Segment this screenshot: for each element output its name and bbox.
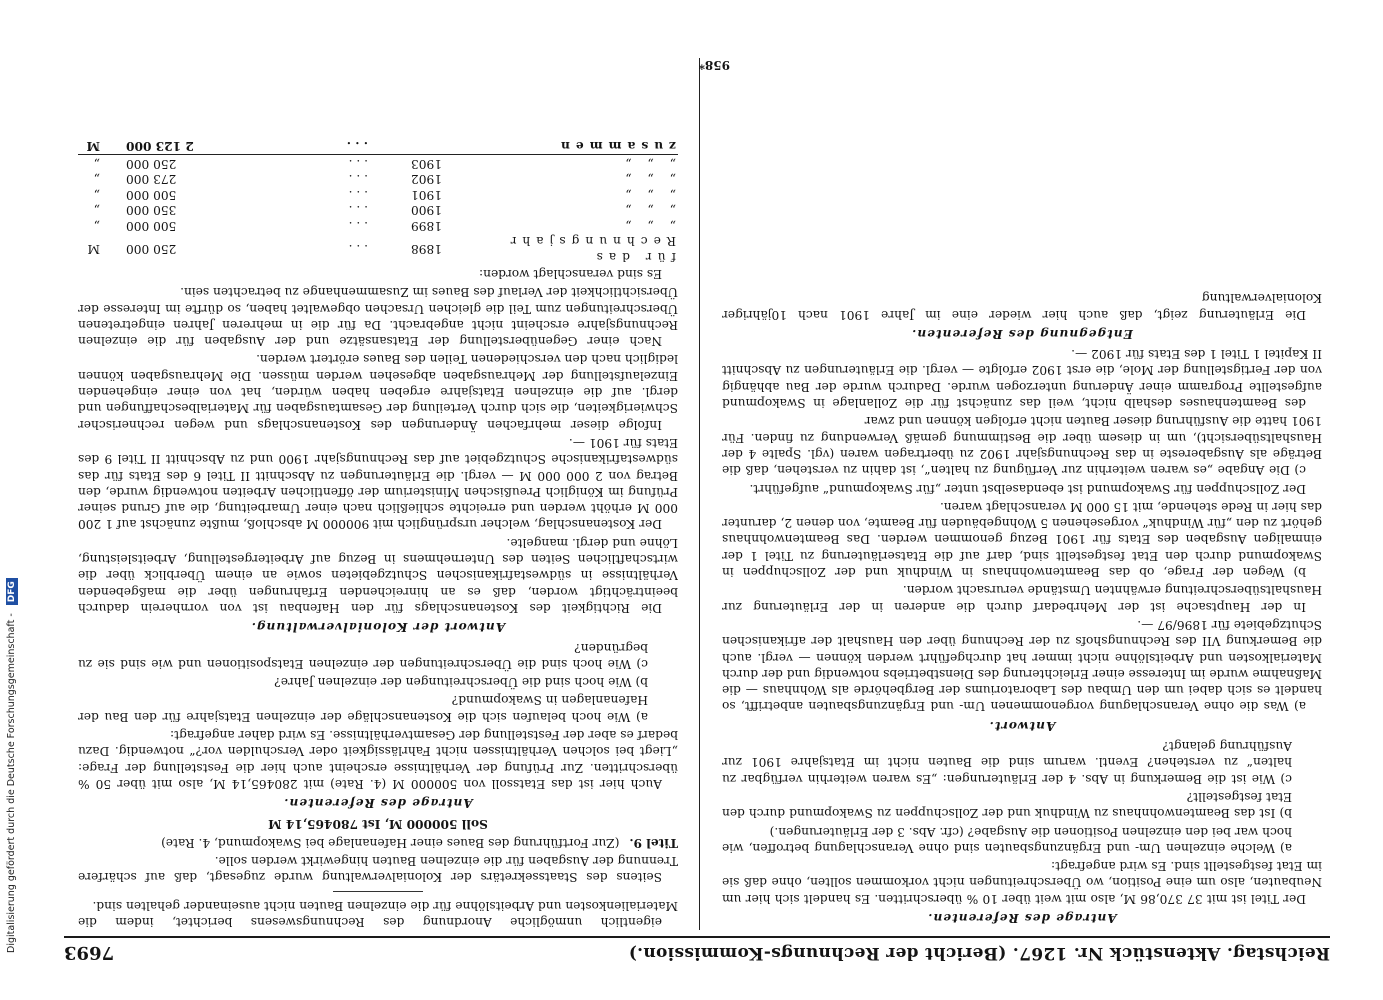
total-label: zusammen [444, 138, 678, 155]
titel-label: Titel 9. [629, 835, 678, 850]
row-unit: „ [93, 172, 100, 187]
row-amount: 500 000 [126, 187, 177, 202]
row-prefix: „ „ „ [619, 187, 676, 202]
antrag-heading-2: Antrage des Referenten. [283, 796, 473, 811]
kolonialverwaltung-heading: Antwort der Kolonialverwaltung. [250, 620, 506, 635]
continuation-text: eigentlich unmögliche Anordnung des Rechnungswesens berichtet, indem die Materialienkosten und Arbeitslöhne für die einzelnen Bauten nicht auseinander gehalten sind. [78, 898, 678, 929]
table-row [78, 202, 678, 218]
document-page [64, 48, 1330, 968]
veranschlagt-intro: Es sind veranschlagt worden: [479, 267, 662, 282]
row-year: 1899 [410, 218, 442, 233]
column-divider [699, 58, 700, 930]
answer-paragraph-4: Nach einer Gegenüberstellung der Etatsansätze und der Ausgaben für die einzelnen Rechnungsjahre erscheint nicht angebracht. Da für die in mehreren Jahren eingetretenen Überschreitungen zum Teil die gleichen Ursachen obgewaltet haben, so dürfte im Interesse der Übersichtlichkeit der Verlauf des Baues im Zusammenhange zu betrachten sein. [78, 285, 678, 349]
table-row [78, 171, 678, 187]
titel-text: (Zur Fortführung des Baues einer Hafenanlage bei Swakopmund, 4. Rate) [161, 835, 620, 850]
row-year: 1900 [410, 203, 442, 218]
question-c: c) Wie hoch sind die Überschreitungen der einzelnen Etatspositionen und wie sind sie zu begründen? [78, 640, 648, 671]
antwort-heading: Antwort. [988, 718, 1056, 733]
row-year: 1898 [410, 241, 442, 256]
right-column [78, 58, 678, 930]
total-unit: M [78, 138, 102, 155]
row-dots: . . . [348, 203, 368, 218]
answer-a-continued: In der Hauptsache ist der Mehrbedarf durch die anderen in der Erläuterung zur Haushaltsüberschreitung erwähnten Umstände verursacht worden. [722, 583, 1322, 614]
entgegnung-text: Die Erläuterung zeigt, daß auch hier wieder eine im Jahre 1901 nach 10jähriger Kolonialverwaltung [722, 291, 1322, 322]
digitization-credit: Digitalisierung gefördert durch die Deutsche Forschungsgemeinschaft - [6, 613, 17, 953]
row-prefix: „ „ „ [619, 172, 676, 187]
row-prefix: „ „ „ [619, 218, 676, 233]
left-column [722, 58, 1322, 930]
answer-a: a) Was die ohne Veranschlagung vorgenommenen Um- und Ergänzungsbauten anbetrifft, so handelt es sich dabei um den Umbau des Laboratoriums der Bergbehörde als Wohnhaus — die Maßnahme wurde im Interesse einer Erleichterung des Dienstbetriebs notwendig und der durch Materialkosten und Arbeitslöhne nicht immer hat durchgeführt werden können — vergl. auch die Bemerkung VII des Rechnungshofs zu der Rechnung über den Haushalt der afrikanischen Schutzgebiete für 1896/97 —. [722, 617, 1322, 714]
row-dots: . . . [348, 172, 368, 187]
row-prefix: „ „ „ [619, 156, 676, 171]
total-amount: 2 123 000 [102, 138, 306, 155]
digitization-note [4, 0, 20, 975]
question-b: b) Wie hoch sind die Überschreitungen der einzelnen Jahre? [274, 675, 648, 690]
row-unit: „ [93, 218, 100, 233]
page-number: 7693 [64, 942, 115, 964]
answer-paragraph-1: Die Richtigkeit des Kostenanschlags für den Hafenbau ist von vornherein dadurch beeinträchtigt worden, daß es an hinreichenden Erfahrungen über die maßgebenden Verhältnisse in südwestafrikanischen Schutzgebieten sowie an einem Überblick über die wirtschaftlichen Seiten des Unternehmens in Bezug auf Arbeitergestellung, Arbeitsleistung, Löhne und dergl. mangelte. [78, 535, 678, 615]
appropriations-table [78, 138, 678, 264]
antrag-intro-2: Auch hier ist das Etatssoll von 500000 M (4. Rate) mit 280465,14 M, also mit über 50 % überschritten. Zur Prüfung der Verhältnisse erscheint auch hier die Feststellung der Frage: „Liegt bei solchen Verhältnissen nicht Fahrlässigkeit oder Verschulden vor?“ notwendig. Dazu bedarf es aber der Feststellung der Gesamtverhältnisse. Es wird daher angefragt: [78, 728, 678, 791]
question-a: a) Wie hoch belaufen sich die Kostenanschläge der einzelnen Etatsjahre für den Bau der Hafenanlagen in Swakopmund? [78, 693, 648, 724]
table-row [78, 155, 678, 171]
row-unit: „ [93, 187, 100, 202]
antrag-heading: Antrage des Referenten. [927, 911, 1117, 925]
table-total-row [78, 138, 678, 155]
running-header [64, 936, 1330, 968]
section-rule [333, 891, 423, 892]
row-amount: 250 000 [126, 156, 177, 171]
entgegnung-heading: Entgegnung des Referenten. [911, 326, 1133, 341]
antrag-question-c: c) Wie ist die Bemerkung in Abs. 4 der Erläuterungen: „Es waren weiterhin verfügbar zu halten“ zu verstehen? Eventl. warum sind die Bauten nicht im Etatsjahre 1901 zur Ausführung gelangt? [722, 739, 1292, 786]
staatssekretaer-statement: Seitens des Staatssekretärs der Kolonialverwaltung wurde zugesagt, daß auf schärfere Trennung der Ausgaben für die einzelnen Bauten hingewirkt werden solle. [78, 854, 678, 885]
soll-ist-line: Soll 500000 M, Ist 780465,14 M [268, 816, 488, 831]
answer-c-continued: des Beamtenhauses deshalb nicht, weil das zunächst für die Zollanlage in Swakopmund aufgestellte Programm einer Änderung unterzogen wurde. Dadurch wurde der Bau abhängig von der Fertigstellung der Mole, die erst 1902 erfolgte — vergl. die Erläuterungen zu Abschnitt II Kapitel 1 Titel 1 des Etats für 1902 —. [722, 347, 1322, 411]
answer-b: b) Wegen der Frage, ob das Beamtenwohnhaus in Windhuk und der Zollschuppen in Swakopmund durch den Etat festgestellt sind, darf auf die Etatserläuterung zu Titel 1 der einmaligen Ausgaben des Etats für 1901 Bezug genommen werden. Das Beamtenwohnhaus gehört zu den „für Windhuk“ vorgesehenen 5 Wohngebäuden für Beamte, von denen 2, darunter das hier in Rede stehende, mit 15 000 M veranschlagt waren. [722, 499, 1322, 580]
row-year: 1903 [410, 156, 442, 171]
row-dots: . . . [348, 218, 368, 233]
header-title: Reichstag. Aktenstück Nr. 1267. (Bericht der Rechnungs-Kommission.) [628, 943, 1330, 963]
row-dots: . . . [306, 138, 370, 155]
answer-paragraph-2: Der Kostenanschlag, welcher ursprünglich mit 900000 M abschloß, mußte zunächst auf 1 200 000 M erhöht werden und erreichte schließlich nach einer Umarbeitung, die auf Grund seiner Prüfung im Königlich Preußischen Ministerium der öffentlichen Arbeiten notwendig wurde, den Betrag von 2 000 000 M — vergl. die Erläuterungen zu Abschnitt II Titel 6 des Etats für das südwestafrikanische Schutzgebiet auf das Rechnungsjahr 1900 und zu Abschnitt II Titel 9 des Etats für 1901 —. [78, 435, 678, 532]
answer-paragraph-3: Infolge dieser mehrfachen Änderungen des Kostenanschlags und wegen rechnerischer Schwierigkeiten, die sich durch Verteilung der Gesamtausgaben für Materialbeschaffungen und dergl. auf die einzelnen Etatsjahre ergeben haben würden, hat von einer eingehenden Einzelaufstellung der Mehrausgaben abgesehen werden müssen. Die Mehrausgaben können lediglich nach den verschiedenen Teilen des Baues erörtert werden. [78, 352, 678, 432]
row-prefix: „ „ „ [619, 203, 676, 218]
row-amount: 250 000 [126, 241, 177, 256]
row-dots: . . . [348, 241, 368, 256]
row-unit: „ [93, 203, 100, 218]
row-dots: . . . [348, 156, 368, 171]
table-row [78, 217, 678, 233]
answer-c: c) Die Angabe „es waren weiterhin zur Verfügung zu halten“, ist dahin zu verstehen, daß die Beträge als Ausgabereste in das Rechnungsjahr 1902 zu übertragen waren (vgl. Spalte 4 der Haushaltsübersicht), um in diesem über die Bestimmung gemäß Verwendung zu finden. Für 1901 hatte die Ausführung dieser Bauten nicht erfolgen können und zwar [722, 414, 1322, 478]
row-unit: „ [93, 156, 100, 171]
sheet-number: 958* [698, 58, 730, 72]
row-year: 1901 [410, 187, 442, 202]
row-prefix: für das Rechnungsjahr [504, 234, 676, 264]
antrag-question-a: a) Welche einzelnen Um- und Ergänzungsbauten sind ohne Veranschlagung betroffen, wie hoch war bei den einzelnen Positionen die Ausgabe? (cfr. Abs. 3 der Erläuterungen.) [722, 824, 1292, 855]
table-row [78, 186, 678, 202]
answer-b-continued: Der Zollschuppen für Swakopmund ist ebendaselbst unter „für Swakopmund“ aufgeführt. [749, 481, 1306, 496]
row-amount: 350 000 [126, 203, 177, 218]
row-year: 1902 [410, 172, 442, 187]
antrag-question-b: b) Ist das Beamtenwohnhaus zu Windhuk und der Zollschuppen zu Swakopmund durch den Etat festgestellt? [722, 789, 1292, 821]
antrag-intro: Der Titel ist mit 37 370,86 M, also mit weit über 10 % überschritten. Es handelt sich hier um Neubauten, also um eine Position, wo Überschreitungen nicht vorkommen sollten, ohne daß sie im Etat festgestellt sind. Es wird angefragt: [722, 859, 1322, 906]
dfg-logo: DFG [6, 578, 18, 605]
table-row [78, 233, 678, 264]
titel-heading [78, 835, 678, 851]
row-amount: 273 000 [126, 172, 177, 187]
row-dots: . . . [348, 187, 368, 202]
row-amount: 500 000 [126, 218, 177, 233]
row-unit: M [87, 241, 100, 256]
